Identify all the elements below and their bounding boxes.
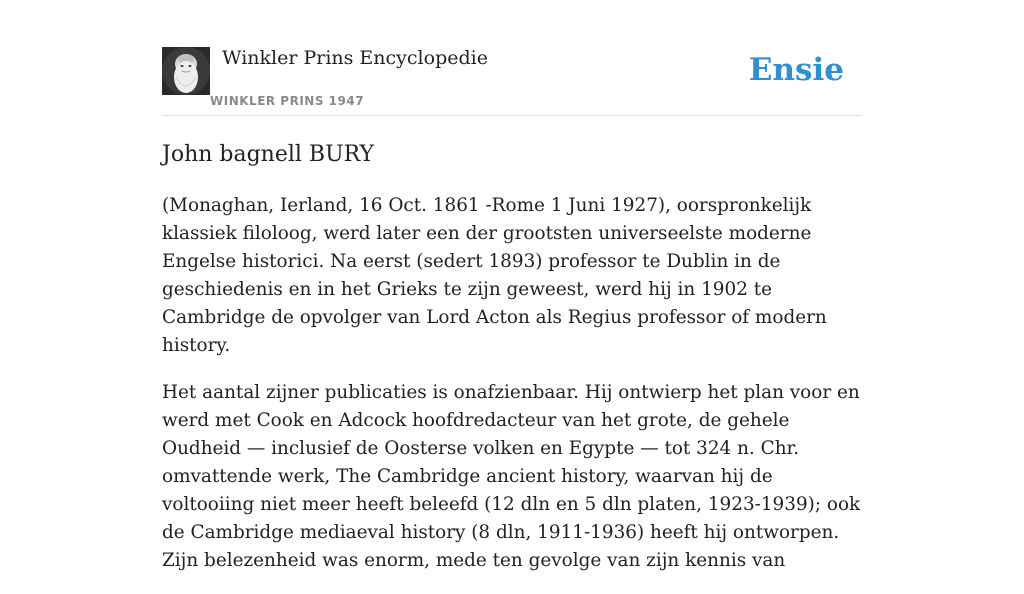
ensie-logo[interactable]: Ensie (748, 52, 844, 88)
site-title[interactable]: Winkler Prins Encyclopedie (222, 47, 488, 69)
article-title: John bagnell BURY (162, 142, 375, 167)
site-header (162, 46, 862, 116)
edition-label: WINKLER PRINS 1947 (210, 94, 365, 108)
article-body (162, 192, 862, 594)
article-paragraph: (Monaghan, Ierland, 16 Oct. 1861 -Rome 1 Juni 1927), oorspronkelijk klassiek filoloog, werd later een der grootsten universeelste moderne Engelse historici. Na eerst (sedert 1893) professor te Dublin in de geschiedenis en in het Grieks te zijn geweest, werd hij in 1902 te Cambridge de opvolger van Lord Acton als Regius professor of modern history. (162, 195, 827, 356)
bearded-man-portrait-icon[interactable] (162, 47, 210, 95)
article-paragraph: Het aantal zijner publicaties is onafzienbaar. Hij ontwierp het plan voor en werd met Cook en Adcock hoofdredacteur van het grote, de gehele Oudheid — inclusief de Oosterse volken en Egypte — tot 324 n. Chr. omvattende werk, The Cambridge ancient history, waarvan hij de voltooiing niet meer heeft beleefd (12 dln en 5 dln platen, 1923-1939); ook de Cambridge mediaeval history (8 dln, 1911-1936) heeft hij ontworpen. Zijn belezenheid was enorm, mede ten gevolge van zijn kennis van (162, 382, 861, 571)
